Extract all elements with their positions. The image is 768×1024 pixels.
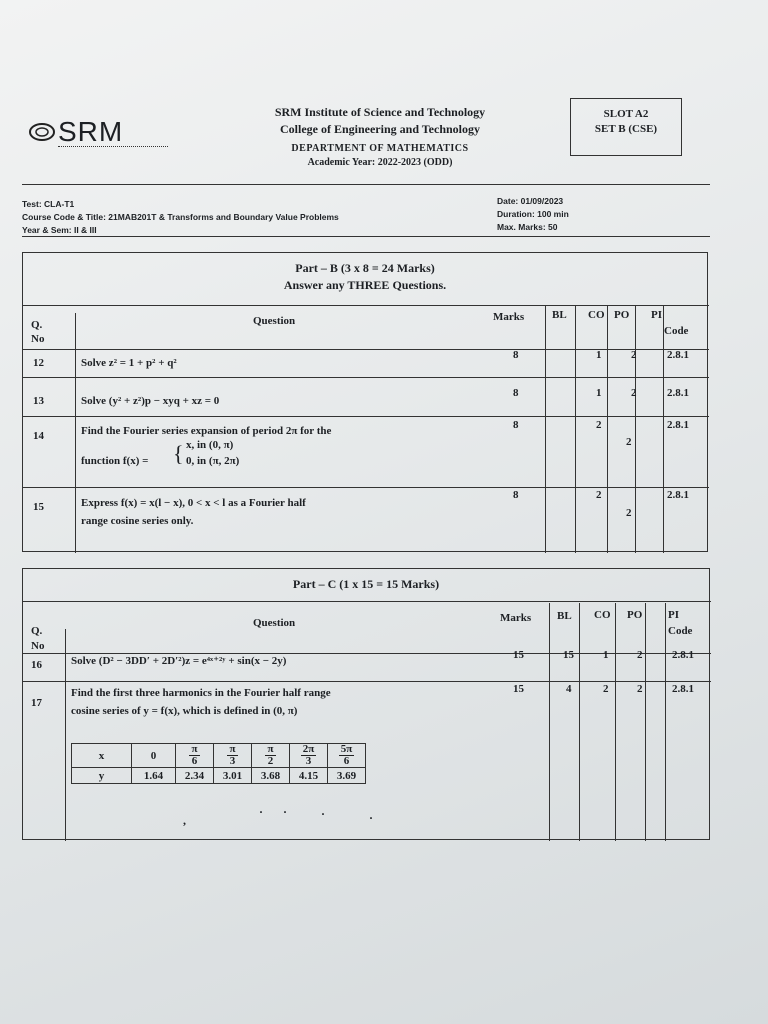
college-name: College of Engineering and Technology: [279, 122, 481, 136]
test-name: Test: CLA-T1: [22, 199, 75, 209]
col-line: [645, 603, 646, 841]
x-value: $\frac{\pi}{2}$: [252, 744, 290, 768]
q12-po: 2: [631, 349, 637, 361]
q12-pi: 2.8.1: [667, 349, 689, 361]
q16-marks: 15: [513, 649, 524, 661]
col-no: No: [31, 333, 45, 345]
col-marks: Marks: [500, 612, 532, 624]
q15-text-cont: range cosine series only.: [81, 515, 194, 527]
q13-po: 2: [631, 387, 637, 399]
row-rule: [23, 416, 709, 417]
logo-text: SRM: [58, 116, 124, 147]
y-value: 4.15: [290, 768, 328, 784]
x-value: $\frac{5\pi}{6}$: [328, 744, 366, 768]
q15-co: 2: [596, 489, 602, 501]
col-pi: PI: [651, 309, 662, 321]
institute-name: SRM Institute of Science and Technology: [274, 105, 486, 119]
q14-case2: 0, in (π, 2π): [186, 455, 240, 467]
col-question: Question: [253, 315, 296, 327]
x-value: $\frac{\pi}{6}$: [176, 744, 214, 768]
q12-no: 12: [33, 357, 44, 369]
q15-no: 15: [33, 501, 44, 513]
year-sem: Year & Sem: II & III: [22, 225, 97, 235]
harmonics-data-table: [71, 743, 366, 784]
col-po: PO: [627, 609, 643, 621]
q16-po: 2: [637, 649, 643, 661]
ink-mark: ,: [183, 813, 186, 827]
col-q: Q.: [31, 319, 43, 331]
q14-co: 2: [596, 419, 602, 431]
institute-header: [215, 104, 545, 169]
set-label: SET B (CSE): [594, 123, 658, 135]
q17-no: 17: [31, 697, 42, 709]
col-line: [665, 603, 666, 841]
q14-no: 14: [33, 430, 44, 442]
q12-text: Solve z² = 1 + p² + q²: [81, 357, 177, 369]
q13-pi: 2.8.1: [667, 387, 689, 399]
course-meta: [22, 198, 339, 237]
q17-marks: 15: [513, 683, 524, 695]
col-bl: BL: [557, 610, 572, 622]
y-value: 1.64: [132, 768, 176, 784]
x-value: $\frac{\pi}{3}$: [214, 744, 252, 768]
col-co: CO: [594, 609, 611, 621]
col-line: [615, 603, 616, 841]
slot-box: [570, 98, 682, 156]
row-rule: [23, 487, 709, 488]
col-line: [575, 305, 576, 553]
course-title: Course Code & Title: 21MAB201T & Transforms and Boundary Value Problems: [22, 212, 339, 222]
x-value: $\frac{2\pi}{3}$: [290, 744, 328, 768]
q13-no: 13: [33, 395, 44, 407]
part-c-section: [22, 568, 710, 840]
q16-pi: 2.8.1: [672, 649, 694, 661]
y-label: y: [72, 768, 132, 784]
q15-po: 2: [626, 507, 632, 519]
meta-rule: [22, 236, 710, 237]
q13-marks: 8: [513, 387, 519, 399]
col-line: [549, 603, 550, 841]
q17-text-cont: cosine series of y = f(x), which is defined in (0, π): [71, 705, 298, 717]
q17-bl: 4: [566, 683, 572, 695]
q14-text: Find the Fourier series expansion of period 2π for the: [81, 425, 332, 437]
ink-mark: ·: [259, 805, 264, 819]
q14-function-label: function f(x) =: [81, 455, 149, 467]
y-value: 3.68: [252, 768, 290, 784]
row-rule: [23, 681, 711, 682]
q13-co: 1: [596, 387, 602, 399]
slot-label: SLOT A2: [603, 108, 649, 120]
x-value: 0: [132, 744, 176, 768]
exam-duration: Duration: 100 min: [497, 209, 569, 219]
ink-mark: ·: [321, 807, 326, 821]
col-marks: Marks: [493, 311, 525, 323]
col-co: CO: [588, 309, 605, 321]
q17-pi: 2.8.1: [672, 683, 694, 695]
exam-meta: [497, 195, 569, 234]
department-name: DEPARTMENT OF MATHEMATICS: [291, 143, 469, 154]
q12-marks: 8: [513, 349, 519, 361]
q14-po: 2: [626, 436, 632, 448]
q15-pi: 2.8.1: [667, 489, 689, 501]
x-label: x: [72, 744, 132, 768]
q16-text: Solve (D² − 3DD′ + 2D′²)z = e⁴ˣ⁺²ʸ + sin(x − 2y): [71, 655, 287, 667]
col-code: Code: [668, 625, 693, 637]
col-bl: BL: [552, 309, 567, 321]
ink-mark: ·: [369, 811, 374, 825]
col-no: No: [31, 640, 45, 652]
part-b-section: [22, 252, 708, 552]
part-c-header-rule: [23, 601, 711, 602]
col-pi: PI: [668, 609, 679, 621]
q16-no: 16: [31, 659, 42, 671]
q14-case1: x, in (0, π): [186, 439, 234, 451]
col-line: [545, 305, 546, 553]
col-code: Code: [664, 325, 689, 337]
col-q: Q.: [31, 625, 43, 637]
max-marks: Max. Marks: 50: [497, 222, 558, 232]
academic-year: Academic Year: 2022-2023 (ODD): [307, 157, 453, 168]
q16-co: 1: [603, 649, 609, 661]
part-b-instruction: Answer any THREE Questions.: [283, 278, 447, 292]
table-row: [72, 768, 366, 784]
col-line: [663, 305, 664, 553]
header-rule: [22, 184, 710, 185]
q14-marks: 8: [513, 419, 519, 431]
col-line: [635, 305, 636, 553]
q14-brace: {: [173, 441, 184, 466]
part-b-title: Part – B (3 x 8 = 24 Marks): [295, 261, 435, 275]
col-line: [607, 305, 608, 553]
col-line: [579, 603, 580, 841]
q17-text: Find the first three harmonics in the Fourier half range: [71, 687, 331, 699]
q12-co: 1: [596, 349, 602, 361]
q16-bl: 15: [563, 649, 574, 661]
q17-co: 2: [603, 683, 609, 695]
logo-swirl-icon: [28, 122, 56, 142]
y-value: 3.69: [328, 768, 366, 784]
q15-marks: 8: [513, 489, 519, 501]
q17-po: 2: [637, 683, 643, 695]
q15-text: Express f(x) = x(l − x), 0 < x < l as a Fourier half: [81, 497, 306, 509]
col-question: Question: [253, 617, 296, 629]
q13-text: Solve (y² + z²)p − xyq + xz = 0: [81, 395, 220, 407]
row-rule: [23, 377, 709, 378]
exam-date: Date: 01/09/2023: [497, 196, 564, 206]
table-row: [72, 744, 366, 768]
y-value: 2.34: [176, 768, 214, 784]
srm-logo: [28, 116, 178, 156]
part-c-title: Part – C (1 x 15 = 15 Marks): [292, 577, 440, 591]
col-po: PO: [614, 309, 630, 321]
y-value: 3.01: [214, 768, 252, 784]
q14-pi: 2.8.1: [667, 419, 689, 431]
ink-mark: ·: [283, 805, 288, 819]
row-rule: [23, 349, 709, 350]
col-line: [65, 629, 66, 841]
logo-tagline: [58, 146, 168, 149]
